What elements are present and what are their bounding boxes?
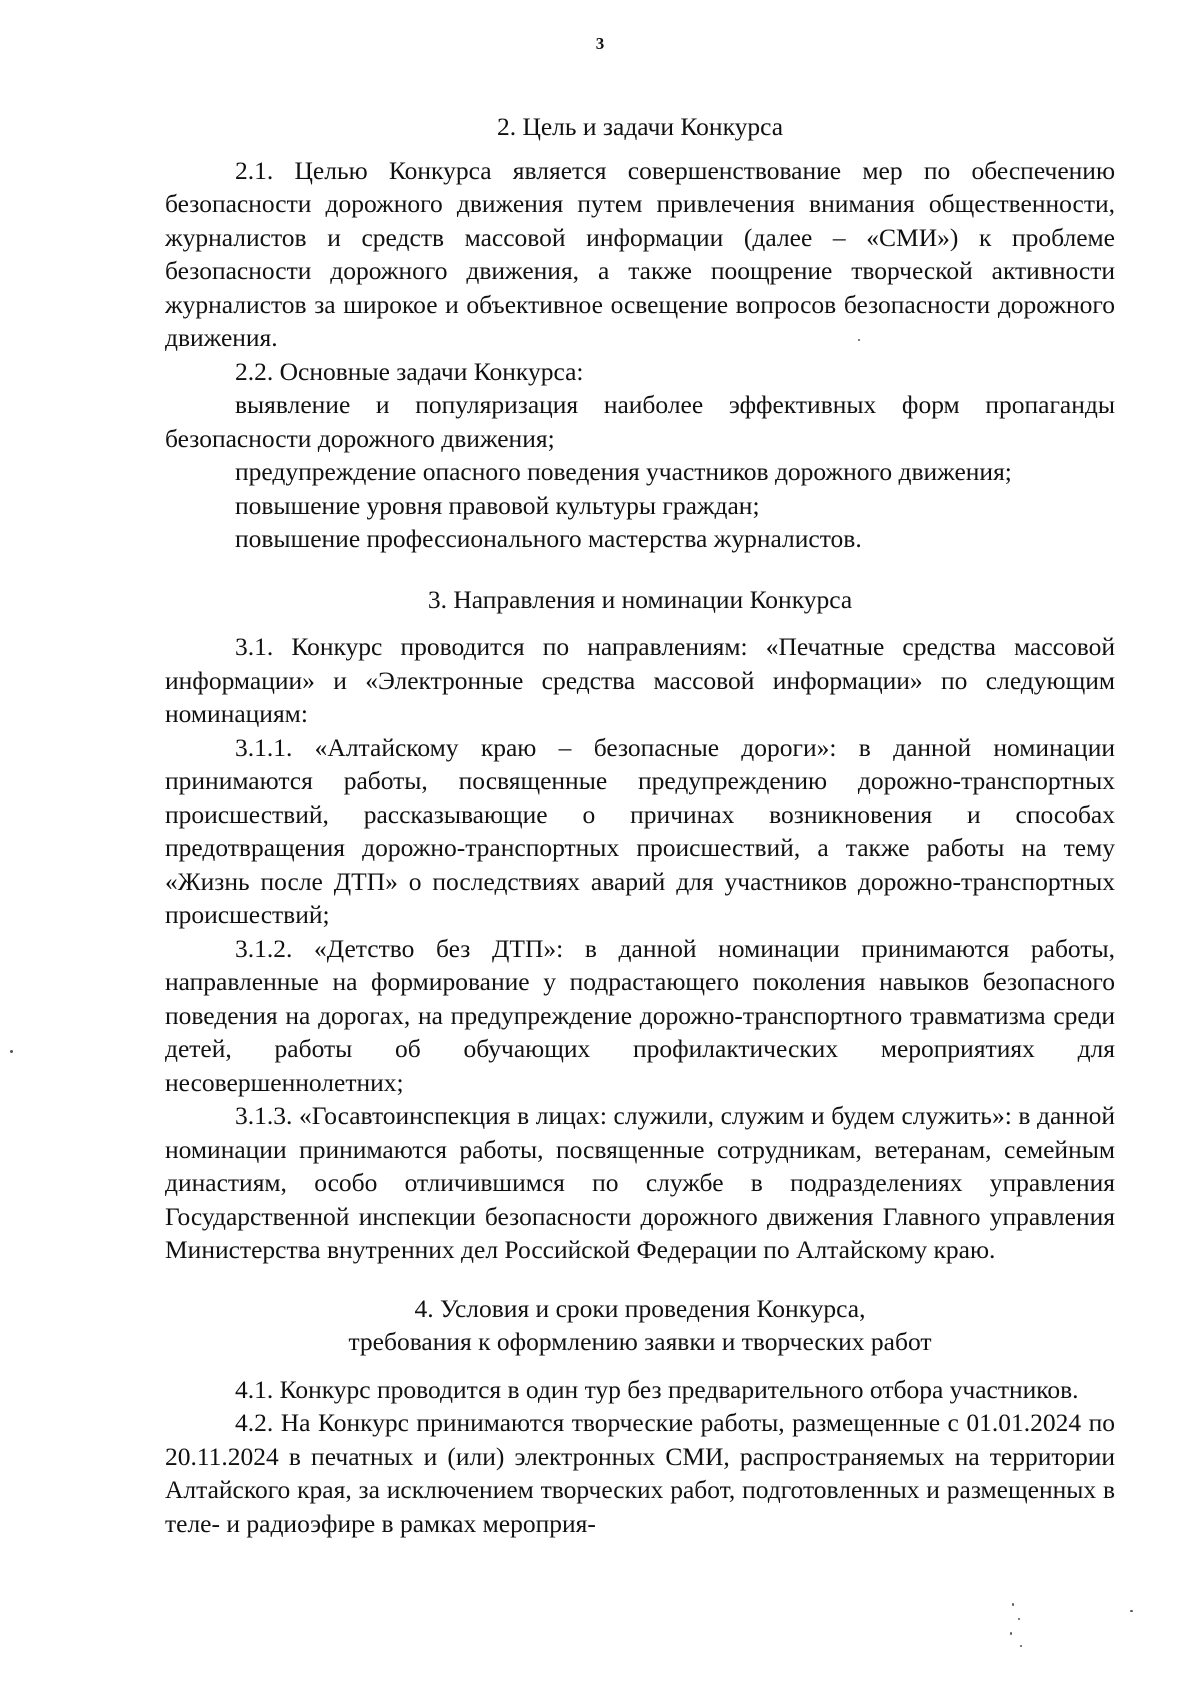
scan-speck [1018,1618,1020,1620]
paragraph-3-1-3: 3.1.3. «Госавтоинспекция в лицах: служили, служим и будем служить»: в данной номинации принимаются работы, посвященные сотрудникам, ветеранам, семейным династиям, особо отличившимся по службе в подразделениях управления Государственной инспекции безопасности дорожного движения Главного управления Министерства внутренних дел Российской Федерации по Алтайскому краю. [165,1101,1115,1264]
paragraph-2-2: 2.2. Основные задачи Конкурса: [235,356,584,386]
scan-speck [1010,1632,1012,1635]
section-3 [165,583,1115,1267]
scan-speck [1012,1603,1014,1606]
scan-speck [1130,1610,1133,1612]
paragraph-3-1-1: 3.1.1. «Алтайскому краю – безопасные дороги»: в данной номинации принимаются работы, посвященные предупреждению дорожно-транспортных происшествий, рассказывающие о причинах возникновения и способах предотвращения дорожно-транспортных происшествий, а также работы на тему «Жизнь после ДТП» о последствиях аварий для участников дорожно-транспортных происшествий; [165,732,1115,929]
section-heading: 2. Цель и задачи Конкурса [496,112,784,141]
scan-speck [1020,1645,1022,1647]
list-item: повышение уровня правовой культуры граждан; [235,490,760,520]
list-item: выявление и популяризация наиболее эффективных форм пропаганды безопасности дорожного движения; [165,390,1115,453]
paragraph-3-1: 3.1. Конкурс проводится по направлениям: «Печатные средства массовой информации» и «Электронные средства массовой информации» по следующим номинациям: [165,632,1115,728]
paragraph-4-1: 4.1. Конкурс проводится в один тур без предварительного отбора участников. [235,1374,1079,1404]
scan-speck [10,1050,13,1053]
section-2 [165,110,1115,556]
section-heading-line: требования к оформлению заявки и творческих работ [348,1327,932,1356]
paragraph-2-1: 2.1. Целью Конкурса является совершенствование мер по обеспечению безопасности дорожного движения путем привлечения внимания общественности, журналистов и средств массовой информации (далее – «СМИ») к проблеме безопасности дорожного движения, а также поощрение творческой активности журналистов за широкое и объективное освещение вопросов безопасности дорожного движения. [165,155,1115,352]
page-number: 3 [595,34,605,53]
section-heading [165,1292,1115,1359]
document-body [165,110,1115,1540]
scan-speck [858,339,860,341]
list-item: повышение профессионального мастерства журналистов. [235,524,862,553]
section-heading: 3. Направления и номинации Конкурса [427,584,853,614]
paragraph-3-1-2: 3.1.2. «Детство без ДТП»: в данной номинации принимаются работы, направленные на формирование у подрастающего поколения навыков безопасного поведения на дорогах, на предупреждение дорожно-транспортного травматизма среди детей, работы об обучающих профилактических мероприятиях для несовершеннолетних; [165,933,1115,1097]
section-4 [165,1292,1115,1541]
list-item: предупреждение опасного поведения участников дорожного движения; [235,457,1012,486]
section-heading-line: 4. Условия и сроки проведения Конкурса, [414,1293,866,1323]
paragraph-4-2: 4.2. На Конкурс принимаются творческие работы, размещенные с 01.01.2024 по 20.11.2024 в печатных и (или) электронных СМИ, распространяемых на территории Алтайского края, за исключением творческих работ, подготовленных и размещенных в теле- и радиоэфире в рамках мероприя- [165,1408,1115,1538]
